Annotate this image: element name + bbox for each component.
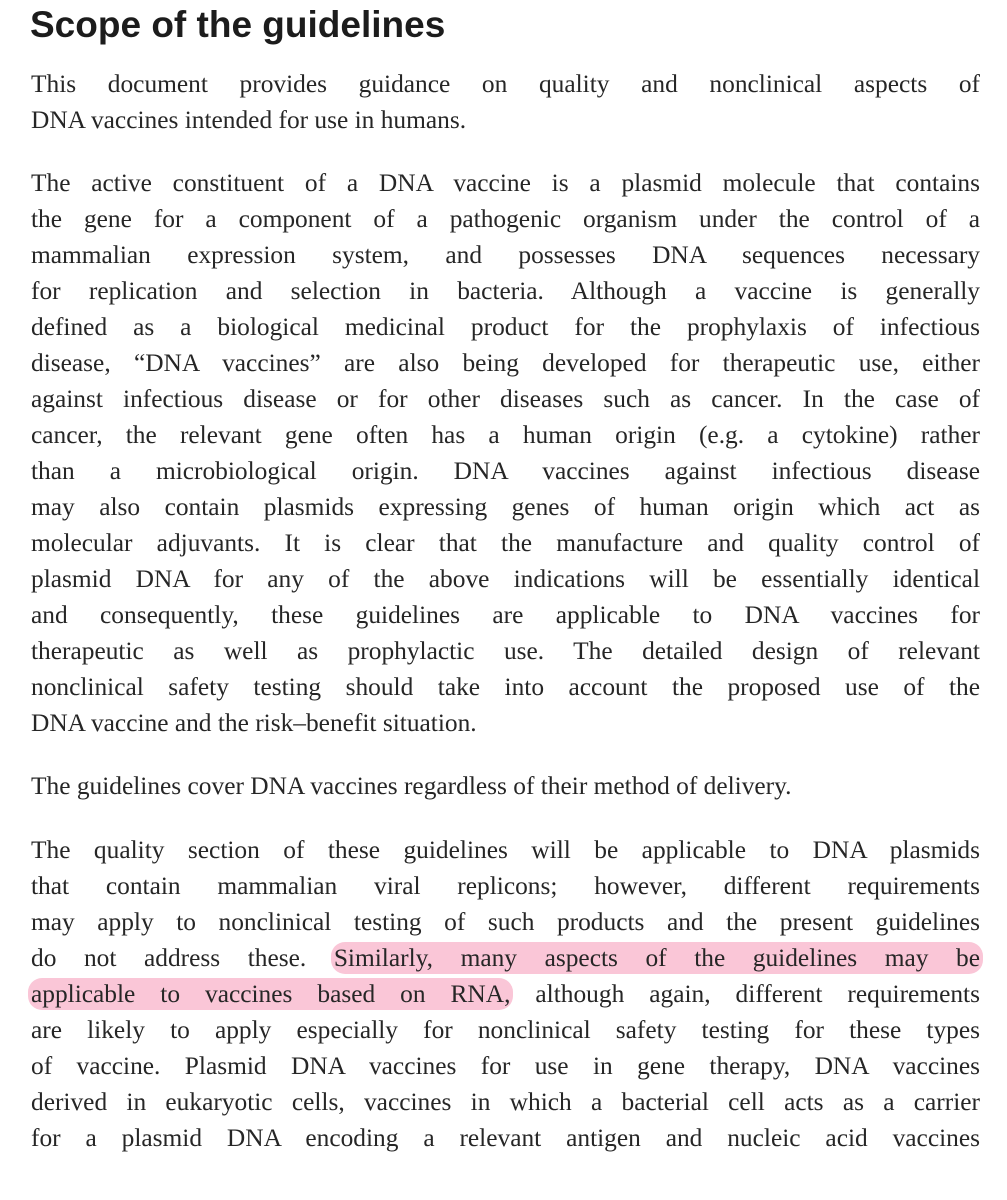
highlighted-text: applicable to vaccines based on RNA, — [28, 978, 513, 1010]
text-line: molecular adjuvants. It is clear that the manufacture and quality control of — [31, 529, 980, 557]
text-line — [31, 976, 980, 1012]
text-line: The guidelines cover DNA vaccines regardless of their method of delivery. — [31, 772, 792, 800]
text-line: derived in eukaryotic cells, vaccines in which a bacterial cell acts as a carrier — [31, 1088, 980, 1116]
text-line: for replication and selection in bacteria. Although a vaccine is generally — [31, 277, 980, 305]
text-line: the gene for a component of a pathogenic organism under the control of a — [31, 205, 980, 233]
text-line: than a microbiological origin. DNA vaccines against infectious disease — [31, 457, 980, 485]
text-line: mammalian expression system, and possesses DNA sequences necessary — [31, 241, 980, 269]
text-line: DNA vaccines intended for use in humans. — [31, 106, 467, 134]
text-line: against infectious disease or for other diseases such as cancer. In the case of — [31, 385, 980, 413]
text-line: The quality section of these guidelines will be applicable to DNA plasmids — [31, 836, 980, 864]
text-line: nonclinical safety testing should take into account the proposed use of the — [31, 673, 980, 701]
text-line: may also contain plasmids expressing genes of human origin which act as — [31, 493, 980, 521]
text-line: plasmid DNA for any of the above indications will be essentially identical — [31, 565, 980, 593]
text-line: are likely to apply especially for nonclinical safety testing for these types — [31, 1016, 980, 1044]
section-heading: Scope of the guidelines — [30, 4, 446, 45]
plain-text: do not address these. — [31, 944, 307, 972]
highlighted-text: Similarly, many aspects of the guidelines may be — [331, 942, 983, 974]
text-line: DNA vaccine and the risk–benefit situation. — [31, 709, 477, 737]
text-line: The active constituent of a DNA vaccine is a plasmid molecule that contains — [31, 169, 980, 197]
text-line: therapeutic as well as prophylactic use. The detailed design of relevant — [31, 637, 980, 665]
text-line: and consequently, these guidelines are applicable to DNA vaccines for — [31, 601, 980, 629]
plain-text: although again, different requirements — [510, 980, 980, 1008]
text-line: of vaccine. Plasmid DNA vaccines for use in gene therapy, DNA vaccines — [31, 1052, 980, 1080]
text-line: that contain mammalian viral replicons; however, different requirements — [31, 872, 980, 900]
text-line: defined as a biological medicinal product for the prophylaxis of infectious — [31, 313, 980, 341]
text-line — [31, 940, 980, 976]
text-line: for a plasmid DNA encoding a relevant antigen and nucleic acid vaccines — [31, 1124, 980, 1152]
text-line: disease, “DNA vaccines” are also being developed for therapeutic use, either — [31, 349, 980, 377]
text-line: This document provides guidance on quality and nonclinical aspects of — [31, 70, 980, 98]
text-line: may apply to nonclinical testing of such products and the present guidelines — [31, 908, 980, 936]
text-line: cancer, the relevant gene often has a human origin (e.g. a cytokine) rather — [31, 421, 980, 449]
